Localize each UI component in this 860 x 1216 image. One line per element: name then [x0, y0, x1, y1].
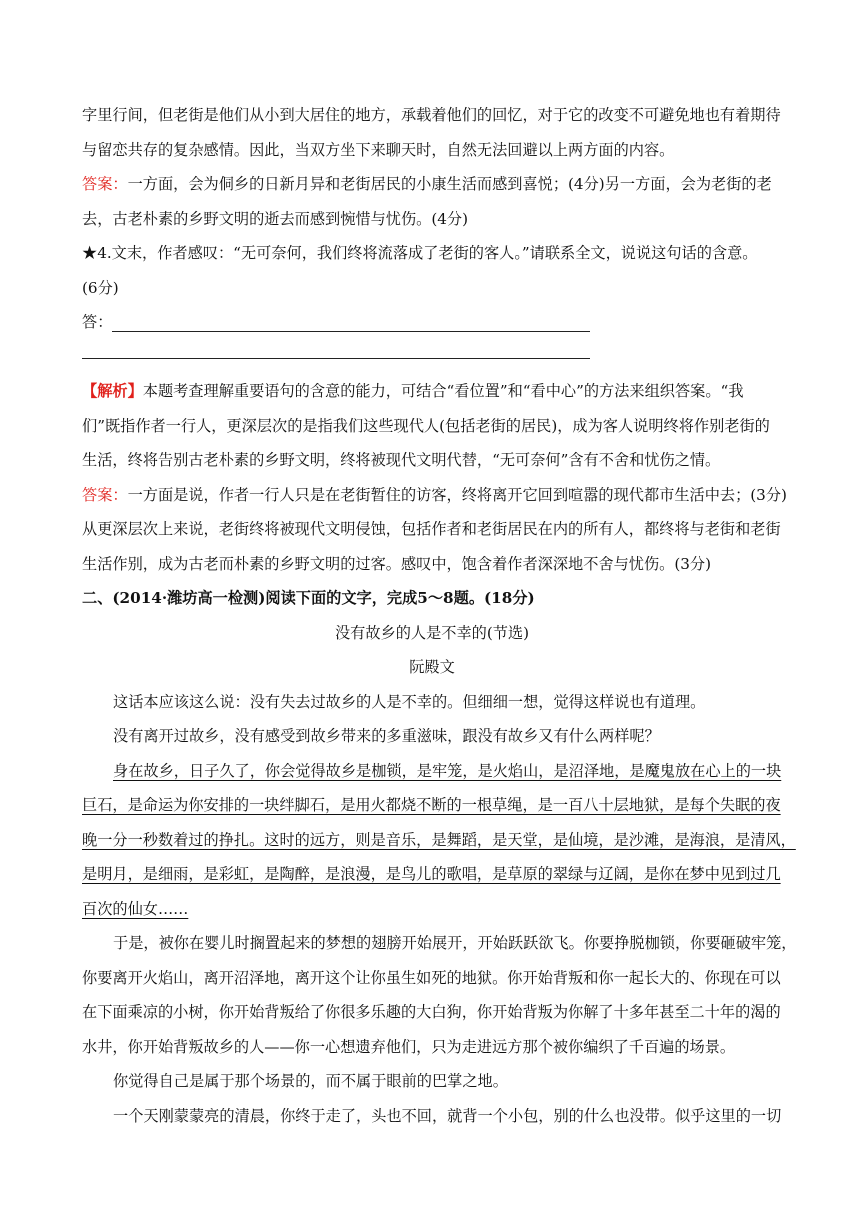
article-paragraph: 于是，被你在婴儿时搁置起来的梦想的翅膀开始展开，开始跃跃欲飞。你要挣脱枷锁，你要砸破牢笼，	[113, 934, 797, 952]
question-4-score: (6分)	[82, 278, 119, 297]
blank-underline	[112, 331, 590, 332]
article-paragraph: 一个天刚蒙蒙亮的清晨，你终于走了，头也不回，就背一个小包，别的什么也没带。似乎这里的一切	[113, 1106, 782, 1125]
underlined-paragraph-line: 晚一分一秒数着过的挣扎。这时的远方，则是音乐，是舞蹈，是天堂，是仙境，是沙滩，是海浪，是清风，	[82, 830, 796, 849]
article-paragraph: 这话本应该这么说：没有失去过故乡的人是不幸的。但细细一想，觉得这样说也有道理。	[113, 692, 706, 711]
paragraph-line: 与留恋共存的复杂感情。因此，当双方坐下来聊天时，自然无法回避以上两方面的内容。	[82, 140, 675, 159]
article-paragraph: 你觉得自己是属于那个场景的，而不属于眼前的巴掌之地。	[113, 1072, 508, 1090]
answer-4-line: 从更深层次上来说，老街终将被现代文明侵蚀，包括作者和老街居民在内的所有人，都终将与老街和老街	[82, 520, 781, 538]
document-page	[82, 98, 797, 1133]
underlined-paragraph-line: 是明月，是细雨，是彩虹，是陶醉，是浪漫，是鸟儿的歌唱，是草原的翠绿与辽阔，是你在梦中见到过几	[82, 865, 781, 883]
article-title: 没有故乡的人是不幸的(节选)	[334, 623, 530, 642]
answer-3-line: 去，古老朴素的乡野文明的逝去而感到惋惜与忧伤。(4分)	[82, 209, 469, 228]
analysis-label: 【解析】	[82, 382, 143, 400]
article-paragraph: 你要离开火焰山，离开沼泽地，离开这个让你虽生如死的地狱。你开始背叛和你一起长大的、你现在可以	[82, 968, 781, 987]
paragraph-line: 字里行间，但老街是他们从小到大居住的地方，承载着他们的回忆，对于它的改变不可避免地也有着期待	[82, 106, 781, 124]
answer-text: 一方面，会为侗乡的日新月异和老街居民的小康生活而感到喜悦；(4分)另一方面，会为老街的老	[127, 175, 772, 193]
analysis-line	[82, 374, 782, 409]
blank-underline	[82, 358, 590, 359]
answer-label: 答案：	[82, 485, 128, 504]
question-4: ★4.文末，作者感叹：“无可奈何，我们终将流落成了老街的客人。”请联系全文，说说这句话的含意。	[82, 244, 758, 262]
answer-4-line: 生活作别，成为古老而朴素的乡野文明的过客。感叹中，饱含着作者深深地不舍与忧伤。(3分)	[82, 554, 712, 573]
analysis-text: 本题考查理解重要语句的含意的能力，可结合“看位置”和“看中心”的方法来组织答案。“我	[142, 382, 744, 400]
article-paragraph: 在下面乘凉的小树，你开始背叛给了你很多乐趣的大白狗，你开始背叛为你解了十多年甚至二十年的渴的	[82, 1003, 781, 1021]
answer-prefix: 答：	[82, 313, 113, 331]
analysis-line: 生活，终将告别古老朴素的乡野文明，终将被现代文明代替，“无可奈何”含有不舍和忧伤之情。	[82, 451, 721, 469]
article-paragraph: 没有离开过故乡，没有感受到故乡带来的多重滋味，跟没有故乡又有什么两样呢？	[113, 727, 660, 745]
underlined-paragraph-line: 巨石，是命运为你安排的一块绊脚石，是用火都烧不断的一根草绳，是一百八十层地狱，是每个失眠的夜	[82, 796, 781, 814]
answer-label: 答案：	[82, 175, 128, 193]
underlined-paragraph-line: 身在故乡，日子久了，你会觉得故乡是枷锁，是牢笼，是火焰山，是沼泽地，是魔鬼放在心上的一块	[113, 761, 782, 780]
answer-text: 一方面是说，作者一行人只是在老街暂住的访客，终将离开它回到喧嚣的现代都市生活中去；(3分)	[127, 485, 787, 504]
answer-4-line	[82, 478, 787, 513]
answer-blank-line[interactable]	[82, 340, 782, 375]
answer-3-line	[82, 167, 782, 202]
analysis-line: 们”既指作者一行人，更深层次的是指我们这些现代人(包括老街的居民)，成为客人说明终将作别老街的	[82, 416, 770, 435]
article-author: 阮殿文	[409, 658, 455, 676]
section-heading: 二、(2014·潍坊高一检测)阅读下面的文字，完成5～8题。(18分)	[82, 589, 535, 607]
underlined-paragraph-line: 百次的仙女……	[82, 899, 189, 918]
article-paragraph: 水井，你开始背叛故乡的人——你一心想遗弃他们，只为走进远方那个被你编织了千百遍的场景。	[82, 1037, 736, 1056]
answer-blank-line[interactable]	[82, 305, 782, 340]
